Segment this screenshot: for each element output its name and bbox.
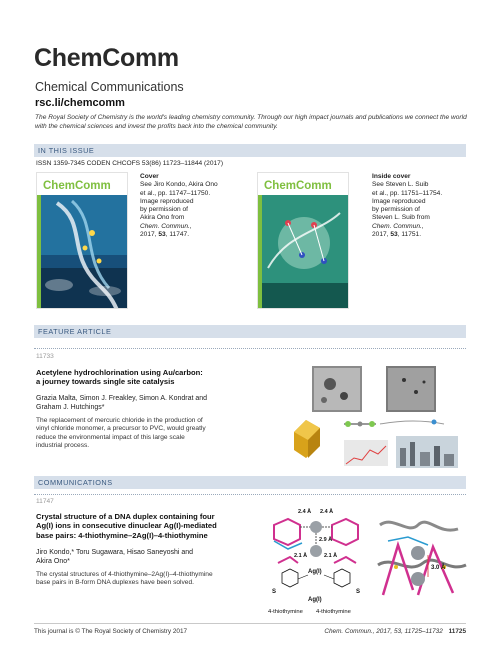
cover-line: Image reproduced xyxy=(372,197,426,205)
feature-title[interactable] xyxy=(36,368,266,387)
issn-line: ISSN 1359-7345 CODEN CHCOFS 53(86) 11723–11844 (2017) xyxy=(36,160,224,167)
label-dist-right: 3.0 Å xyxy=(431,565,446,571)
communication-authors xyxy=(36,549,266,567)
cover-line: et al., pp. 11747–11750. xyxy=(140,189,211,197)
cover-line: by permission of xyxy=(372,206,421,214)
inside-cover-heading: Inside cover xyxy=(372,173,411,180)
label-d4: 2.1 Å xyxy=(294,553,308,559)
cover-year: 2017, xyxy=(372,231,391,239)
label-s-right: S xyxy=(356,589,361,595)
cover-heading: Cover xyxy=(140,173,159,180)
communication-graphic xyxy=(268,505,468,617)
label-d3: 2.9 Å xyxy=(319,537,333,543)
abstract-line: The crystal structures of 4-thiothymine–2Ag(I)–4-thiothymine xyxy=(36,571,213,578)
communication-title[interactable] xyxy=(36,512,266,540)
journal-title: ChemComm xyxy=(34,44,179,72)
cover-volume: 53 xyxy=(390,231,398,239)
cover-journal-abbrev: Chem. Commun., xyxy=(140,222,192,230)
feature-authors xyxy=(36,395,266,413)
footer-citation xyxy=(324,628,466,635)
title-line: Ag(I) ions in consecutive dinuclear Ag(I)-mediated xyxy=(36,521,217,531)
cover-illustration xyxy=(37,173,128,309)
abstract-line: reduce the environmental impact of this large scale xyxy=(36,433,185,441)
footer-page-number: 11725 xyxy=(448,628,466,635)
inside-cover-logo: ChemComm xyxy=(264,180,332,192)
label-ag-bottom: Ag(I) xyxy=(308,597,322,603)
title-line: Crystal structure of a DNA duplex containing four xyxy=(36,512,215,521)
label-d2: 2.4 Å xyxy=(320,509,334,515)
cover-year: 2017, xyxy=(140,231,159,239)
author-line: Graham J. Hutchings* xyxy=(36,403,105,411)
feature-page-number: 11733 xyxy=(36,353,54,360)
cover-page: , 11747. xyxy=(165,231,190,239)
title-line: a journey towards single site catalysis xyxy=(36,377,175,387)
inside-cover-caption xyxy=(372,173,464,239)
communications-bar: COMMUNICATIONS xyxy=(34,476,466,489)
cover-line: See Jiro Kondo, Akira Ono xyxy=(140,181,218,189)
author-line: Grazia Malta, Simon J. Freakley, Simon A. Kondrat and xyxy=(36,395,208,402)
inside-cover-image[interactable] xyxy=(257,172,349,309)
cover-journal-abbrev: Chem. Commun., xyxy=(372,222,424,230)
cover-line: et al., pp. 11751–11754. xyxy=(372,189,443,197)
cover-line: Akira Ono from xyxy=(140,214,185,222)
communication-page-number: 11747 xyxy=(36,498,54,505)
label-ag-top: Ag(I) xyxy=(308,569,322,575)
author-line: Akira Ono* xyxy=(36,557,70,565)
title-line: Acetylene hydrochlorination using Au/carbon: xyxy=(36,368,203,377)
label-base-right: 4-thiothymine xyxy=(316,609,351,615)
cover-caption xyxy=(140,173,232,239)
footer-rule xyxy=(34,623,466,624)
abstract-line: The replacement of mercuric chloride in the production of xyxy=(36,417,203,424)
author-line: Jiro Kondo,* Toru Sugawara, Hisao Saneyoshi and xyxy=(36,549,194,556)
label-base-left: 4-thiothymine xyxy=(268,609,303,615)
divider xyxy=(34,348,466,349)
feature-article-bar: FEATURE ARTICLE xyxy=(34,325,466,338)
feature-abstract xyxy=(36,417,266,451)
cover-line: See Steven L. Suib xyxy=(372,181,429,189)
title-line: base pairs: 4-thiothymine–2Ag(I)–4-thiothymine xyxy=(36,530,208,540)
cover-image[interactable] xyxy=(36,172,128,309)
footer-citation-text: Chem. Commun., 2017, 53, 11725–11732 xyxy=(324,628,443,635)
divider xyxy=(34,494,466,495)
cover-line: by permission of xyxy=(140,206,189,214)
cover-logo: ChemComm xyxy=(43,180,111,192)
abstract-line: industrial process. xyxy=(36,442,90,450)
footer-copyright: This journal is © The Royal Society of Chemistry 2017 xyxy=(34,628,188,635)
label-s-left: S xyxy=(272,589,277,595)
cover-line: Image reproduced xyxy=(140,197,194,205)
society-blurb: The Royal Society of Chemistry is the world's leading chemistry community. Through our high impact journals and publications we connect the world with the chemical sciences and invest the profits back into the chemical community. xyxy=(35,114,467,130)
journal-subtitle: Chemical Communications xyxy=(35,80,184,94)
journal-url-link[interactable]: rsc.li/chemcomm xyxy=(35,97,125,109)
inside-cover-illustration xyxy=(258,173,349,309)
communication-abstract xyxy=(36,571,266,588)
abstract-line: base pairs in B-form DNA duplexes have been solved. xyxy=(36,579,194,587)
abstract-line: vinyl chloride monomer, a precursor to PVC, would greatly xyxy=(36,425,206,433)
in-this-issue-bar: IN THIS ISSUE xyxy=(34,144,466,157)
label-d5: 2.1 Å xyxy=(324,553,338,559)
cover-page: , 11751. xyxy=(397,231,422,239)
label-d1: 2.4 Å xyxy=(298,509,312,515)
cover-volume: 53 xyxy=(158,231,166,239)
cover-line: Steven L. Suib from xyxy=(372,214,430,222)
feature-graphic xyxy=(284,362,464,470)
